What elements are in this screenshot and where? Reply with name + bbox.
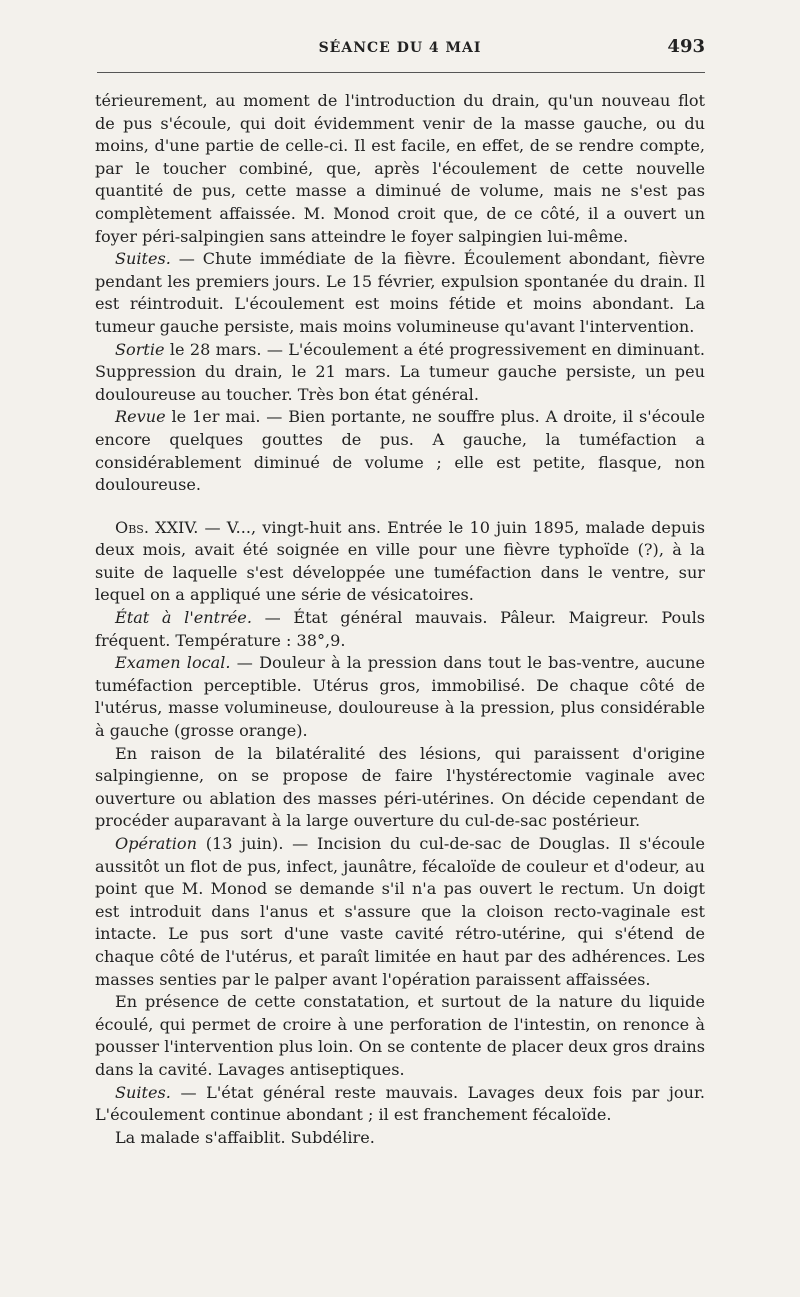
paragraph-final: La malade s'affaiblit. Subdélire. — [115, 1127, 375, 1147]
paragraph-observation-xxiv: Obs. XXIV. — V..., vingt-huit ans. Entrée le 10 juin 1895, malade depuis deux mois, avait été soignée en ville pour une fièvre typhoïde (?), à la suite de laquelle s'est développée une tuméfaction dans le ventre, sur lequel on a appliqué une série de vésicatoires. — [95, 517, 705, 605]
header-rule — [97, 72, 705, 73]
running-title: SÉANCE DU 4 MAI — [318, 40, 482, 56]
paragraph-suites: Suites. — Chute immédiate de la fièvre. Écoulement abondant, fièvre pendant les premiers jours. Le 15 février, expulsion spontanée du drain. Il est réintroduit. L'écoulement est moins fétide et moins abondant. La tumeur gauche persiste, mais moins volumineuse qu'avant l'intervention. — [95, 249, 705, 336]
paragraph-continuation: térieurement, au moment de l'introduction du drain, qu'un nouveau flot de pus s'écoule, qui doit évidemment venir de la masse gauche, ou du moins, d'une partie de celle-ci. Il est facile, en effet, de se rendre compte, par le toucher combiné, que, après l'écoulement de cette nouvelle quantité de pus, cette masse a diminué de volume, mais ne s'est pas complètement affaissée. M. Monod croit que, de ce côté, il a ouvert un foyer péri-salpingien sans atteindre le foyer salpingien lui-même. — [95, 91, 705, 246]
paragraph-revue: Revue le 1er mai. — Bien portante, ne souffre plus. A droite, il s'écoule encore quelques gouttes de pus. A gauche, la tuméfaction a considérablement diminué de volume ; elle est petite, flasque, non douloureuse. — [95, 407, 705, 495]
paragraph-suites-2: Suites. — L'état général reste mauvais. Lavages deux fois par jour. L'écoulement continue abondant ; il est franchement fécaloïde. — [95, 1082, 705, 1125]
running-header — [95, 36, 705, 60]
paragraph-presence: En présence de cette constatation, et surtout de la nature du liquide écoulé, qui permet de croire à une perforation de l'intestin, on renonce à pousser l'intervention plus loin. On se contente de placer deux gros drains dans la cavité. Lavages antiseptiques. — [95, 992, 705, 1079]
body-text — [95, 90, 705, 1149]
paragraph-sortie: Sortie le 28 mars. — L'écoulement a été progressivement en diminuant. Suppression du drain, le 21 mars. La tumeur gauche persiste, un peu douloureuse au toucher. Très bon état général. — [95, 339, 705, 404]
paragraph-operation: Opération (13 juin). — Incision du cul-de-sac de Douglas. Il s'écoule aussitôt un flot de pus, infect, jaunâtre, fécaloïde de couleur et d'odeur, au point que M. Monod se demande s'il n'a pas ouvert le rectum. Un doigt est introduit dans l'anus et s'assure que la cloison recto-vaginale est intacte. Le pus sort d'une vaste cavité rétro-utérine, qui s'étend de chaque côté de l'utérus, et paraît limitée en haut par des adhérences. Les masses senties par le palper avant l'opération paraissent affaissées. — [95, 834, 705, 989]
paragraph-etat-entree: État à l'entrée. — État général mauvais. Pâleur. Maigreur. Pouls fréquent. Température : 38°,9. — [95, 608, 705, 650]
page-number: 493 — [667, 36, 705, 57]
paragraph-examen-local: Examen local. — Douleur à la pression dans tout le bas-ventre, aucune tuméfaction perceptible. Utérus gros, immobilisé. De chaque côté de l'utérus, masse volumineuse, douloureuse à la pression, plus considérable à gauche (grosse orange). — [95, 653, 705, 741]
paragraph-raison: En raison de la bilatéralité des lésions, qui paraissent d'origine salpingienne, on se propose de faire l'hystérectomie vaginale avec ouverture ou ablation des masses péri-utérines. On décide cependant de procéder auparavant à la large ouverture du cul-de-sac postérieur. — [95, 743, 705, 831]
